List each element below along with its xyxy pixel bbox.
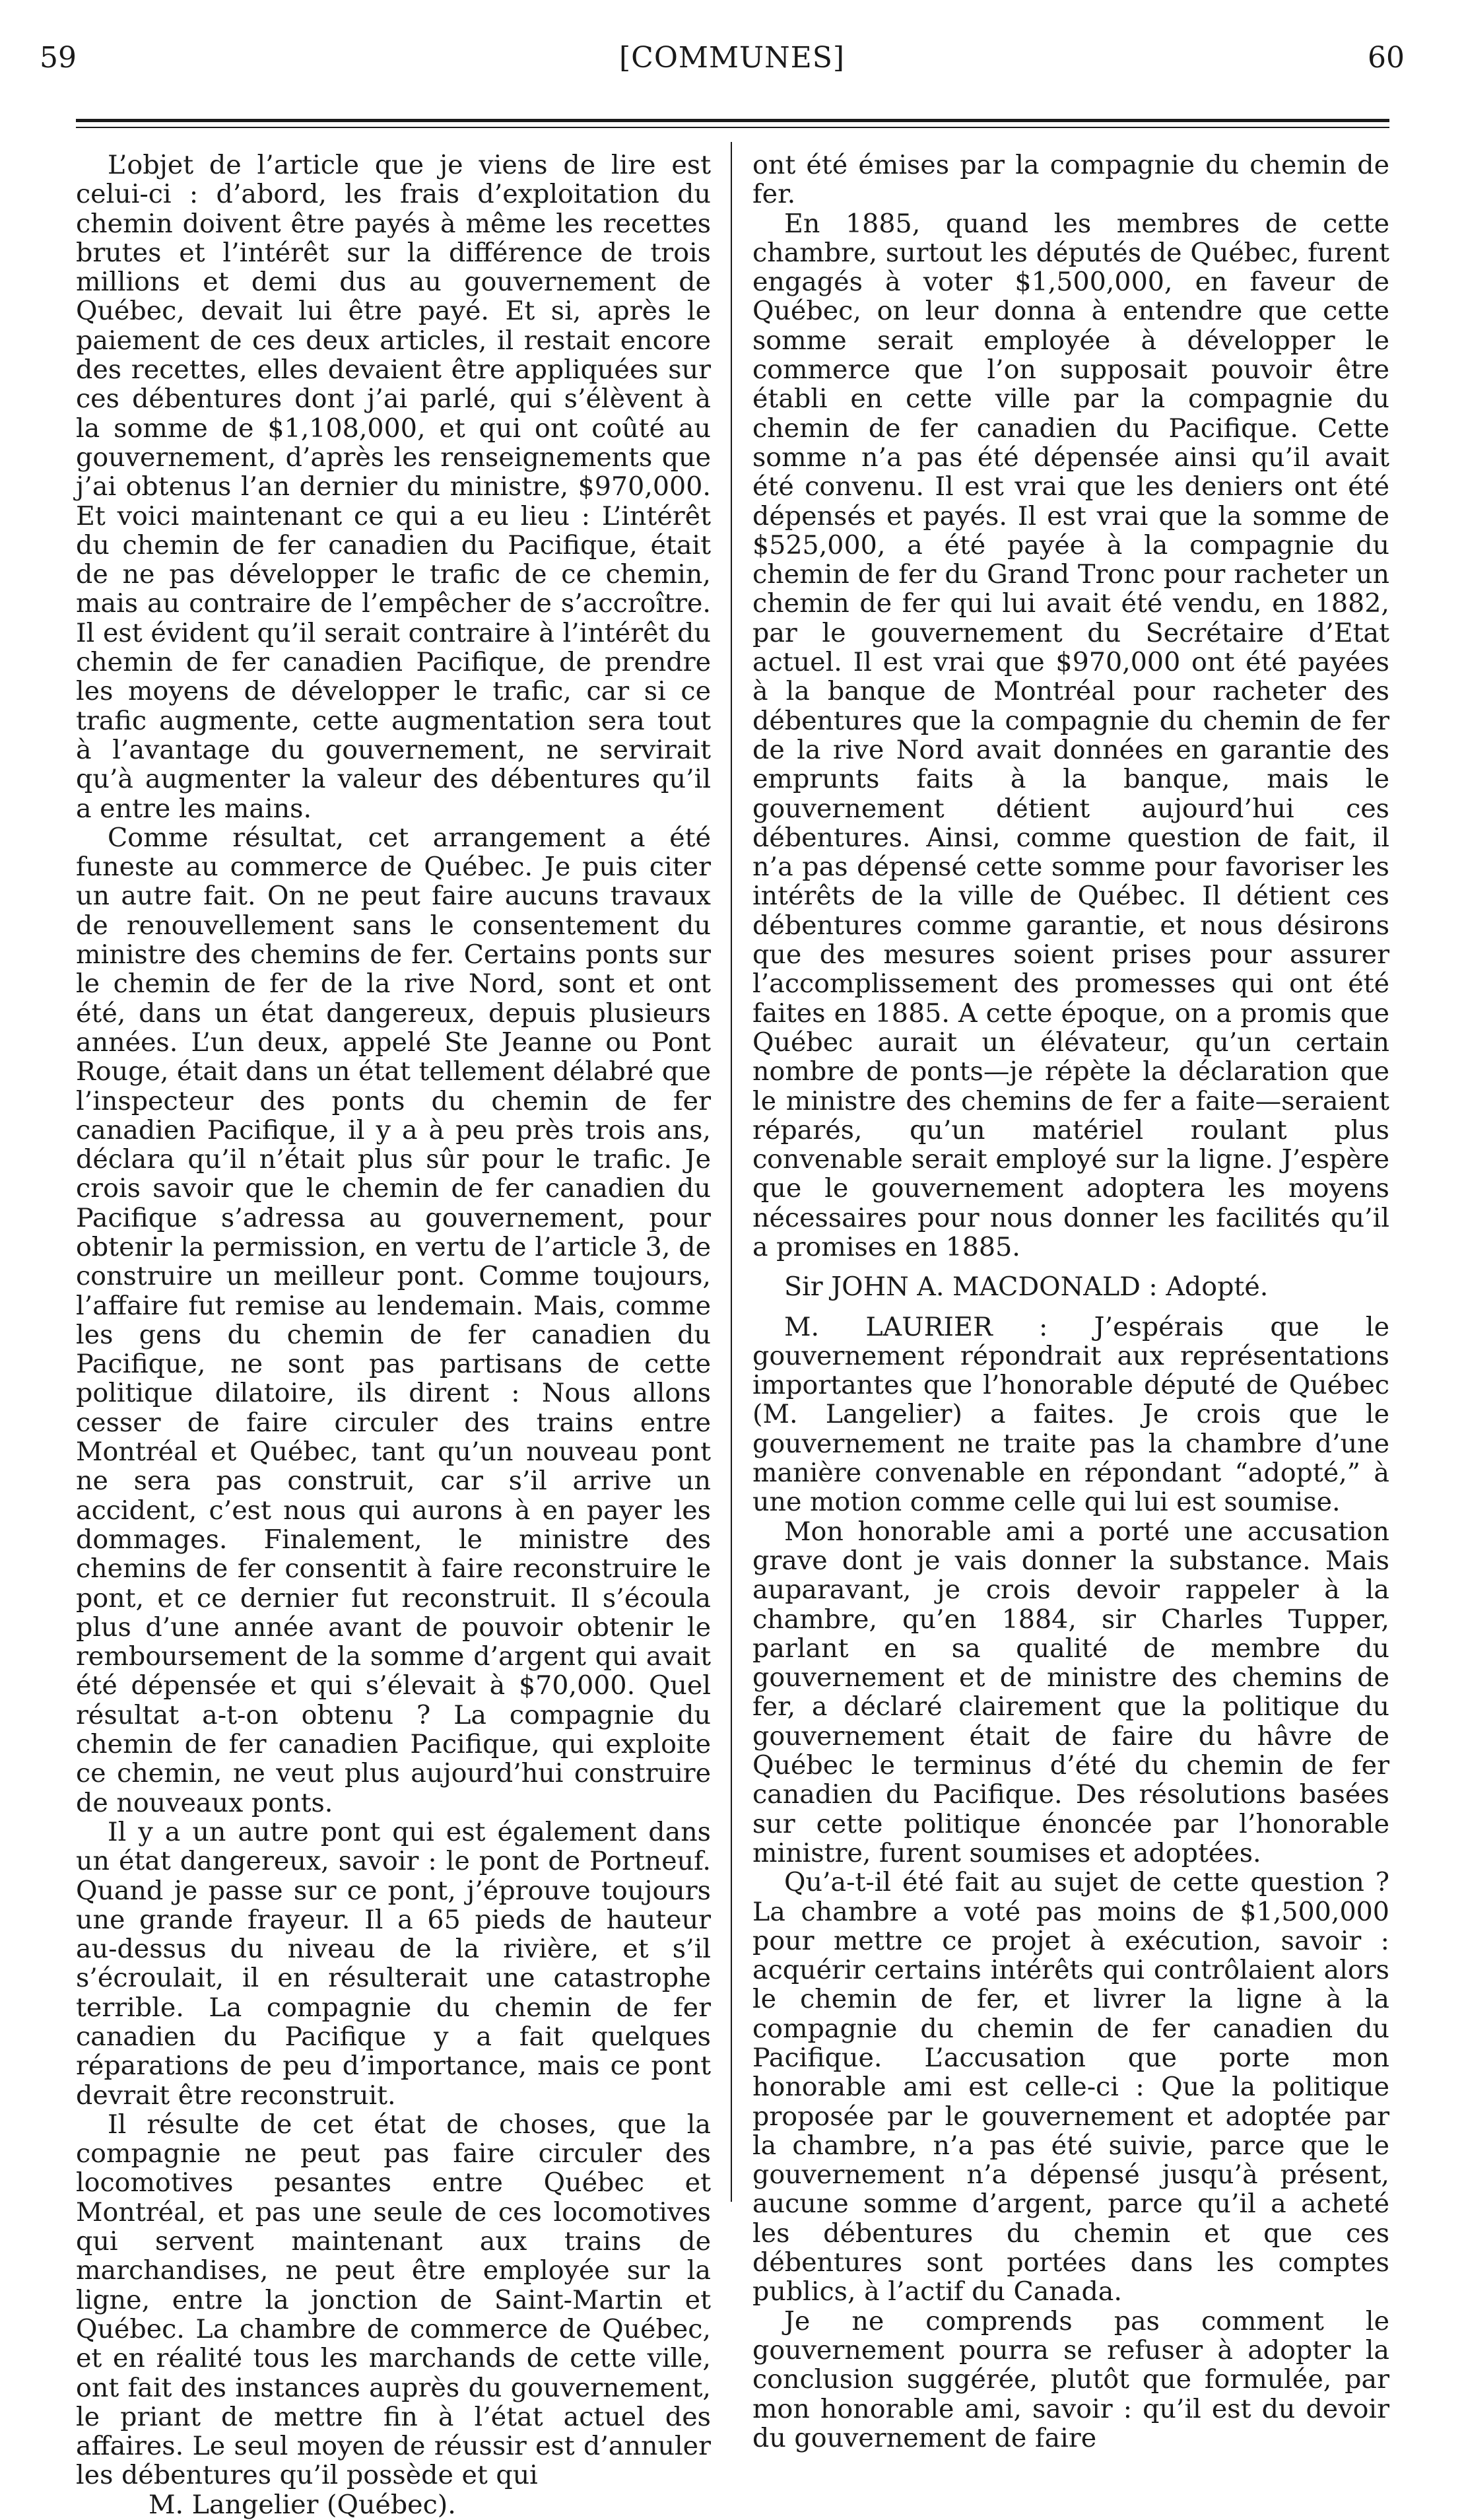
running-title: [COMMUNES] (618, 41, 846, 75)
column-divider (731, 142, 732, 2202)
left-column (76, 150, 711, 2520)
page-number-right: 60 (1368, 41, 1405, 75)
paragraph: Il résulte de cet état de choses, que la compagnie ne peut pas faire circuler des locomotives pesantes entre Québec et Montréal, et pas une seule de ces locomotives qui servent maintenant aux trains de marchandises, ne peut être employée sur la ligne, entre la jonction de Saint-Martin et Québec. La chambre de commerce de Québec, et en réalité tous les marchands de cette ville, ont fait des instances auprès du gouvernement, le priant de mettre fin à l’état actuel des affaires. Le seul moyen de réussir est d’annuler les débentures qu’il possède et qui (76, 2109, 711, 2491)
header-rule-thick (76, 119, 1389, 122)
paragraph: En 1885, quand les membres de cette chambre, surtout les députés de Québec, furent engagés à voter $1,500,000, en faveur de Québec, on leur donna à entendre que cette somme serait employée à développer le commerce que l’on supposait pouvoir être établi en cette ville par la compagnie du chemin de fer canadien du Pacifique. Cette somme n’a pas été dépensée ainsi qu’il avait été convenu. Il est vrai que les deniers ont été dépensés et payés. Il est vrai que la somme de $525,000, a été payée à la compagnie du chemin de fer du Grand Tronc pour racheter un chemin de fer qui lui avait été vendu, en 1882, par le gouvernement du Secrétaire d’Etat actuel. Il est vrai que $970,000 ont été payées à la banque de Montréal pour racheter des débentures que la compagnie du chemin de fer de la rive Nord avait données en garantie des emprunts faits à la banque, mais le gouvernement détient aujourd’hui ces débentures. Ainsi, comme question de fait, il n’a pas dépensé cette somme pour favoriser les intérêts de la ville de Québec. Il détient ces débentures comme garantie, et nous désirons que des mesures soient prises pour assurer l’accomplissement des promesses qui ont été faites en 1885. A cette époque, on a promis que Québec aurait un élévateur, qu’un certain nombre de ponts—je répète la déclaration que le ministre des chemins de fer a faite—seraient réparés, qu’un matériel roulant plus convenable serait employé sur la ligne. J’espère que le gouvernement adoptera les moyens nécessaires pour nous donner les facilités qu’il a promises en 1885. (752, 208, 1389, 1262)
speech-macdonald: Sir JOHN A. MACDONALD : Adopté. (784, 1272, 1269, 1303)
paragraph: ont été émises par la compagnie du chemin de fer. (752, 150, 1389, 210)
paragraph: Qu’a-t-il été fait au sujet de cette question ? La chambre a voté pas moins de $1,500,000 pour mettre ce projet à exécution, savoir : acquérir certains intérêts qui contrôlaient alors le chemin de fer, et livrer la ligne à la compagnie du chemin de fer canadien du Pacifique. L’accusation que porte mon honorable ami est celle-ci : Que la politique proposée par le gouvernement et adoptée par la chambre, n’a pas été suivie, parce que le gouvernement n’a dépensé jusqu’à présent, aucune somme d’argent, parce qu’il a acheté les débentures du chemin et que ces débentures sont portées dans les comptes publics, à l’actif du Canada. (752, 1867, 1389, 2307)
paragraph: Il y a un autre pont qui est également dans un état dangereux, savoir : le pont de Portneuf. Quand je passe sur ce pont, j’éprouve toujours une grande frayeur. Il a 65 pieds de hauteur au-dessus du niveau de la rivière, et s’il s’écroulait, il en résulterait une catastrophe terrible. La compagnie du chemin de fer canadien du Pacifique y a fait quelques réparations de peu d’importance, mais ce pont devrait être reconstruit. (76, 1816, 711, 2111)
paragraph: Comme résultat, cet arrangement a été funeste au commerce de Québec. Je puis citer un autre fait. On ne peut faire aucuns travaux de renouvellement sans le consentement du ministre des chemins de fer. Certains ponts sur le chemin de fer de la rive Nord, sont et ont été, dans un état dangereux, depuis plusieurs années. L’un deux, appelé Ste Jeanne ou Pont Rouge, était dans un état tellement délabré que l’inspecteur des ponts du chemin de fer canadien Pacifique, il y a à peu près trois ans, déclara qu’il n’était plus sûr pour le trafic. Je crois savoir que le chemin de fer canadien du Pacifique s’adressa au gouvernement, pour obtenir la permission, en vertu de l’article 3, de construire un meilleur pont. Comme toujours, l’affaire fut remise au lendemain. Mais, comme les gens du chemin de fer canadien du Pacifique, ne sont pas partisans de cette politique dilatoire, ils dirent : Nous allons cesser de faire circuler des trains entre Montréal et Québec, tant qu’un nouveau pont ne sera pas construit, car s’il arrive un accident, c’est nous qui aurons à en payer les dommages. Finalement, le ministre des chemins de fer consentit à faire reconstruire le pont, et ce dernier fut reconstruit. Il s’écoula plus d’une année avant de pouvoir obtenir le remboursement de la somme d’argent qui avait été dépensée et qui s’élevait à $70,000. Quel résultat a-t-on obtenu ? La compagnie du chemin de fer canadien Pacifique, qui exploite ce chemin, ne veut plus aujourd’hui construire de nouveaux ponts. (76, 822, 711, 1818)
page-number-left: 59 (40, 41, 77, 75)
paragraph: L’objet de l’article que je viens de lire est celui-ci : d’abord, les frais d’exploitation du chemin doivent être payés à même les recettes brutes et l’intérêt sur la différence de trois millions et demi dus au gouvernement de Québec, devait lui être payé. Et si, après le paiement de ces deux articles, il restait encore des recettes, elles devaient être appliquées sur ces débentures dont j’ai parlé, qui s’élèvent à la somme de $1,108,000, et qui ont coûté au gouvernement, d’après les renseignements que j’ai obtenus l’an dernier du ministre, $970,000. Et voici maintenant ce qui a eu lieu : L’intérêt du chemin de fer canadien du Pacifique, était de ne pas développer le trafic de ce chemin, mais au contraire de l’empêcher de s’accroître. Il est évident qu’il serait contraire à l’intérêt du chemin de fer canadien Pacifique, de prendre les moyens de développer le trafic, car si ce trafic augmente, cette augmentation sera tout à l’avantage du gouvernement, ne servirait qu’à augmenter la valeur des débentures qu’il a entre les mains. (76, 150, 711, 824)
speech-laurier: M. LAURIER : J’espérais que le gouvernement répondrait aux représentations importantes que l’honorable député de Québec (M. Langelier) a faites. Je crois que le gouvernement ne traite pas la chambre d’une manière convenable en répondant “adopté,” à une motion comme celle qui lui est soumise. (752, 1311, 1389, 1518)
paragraph: Mon honorable ami a porté une accusation grave dont je vais donner la substance. Mais auparavant, je crois devoir rappeler à la chambre, qu’en 1884, sir Charles Tupper, parlant en sa qualité de membre du gouvernement et de ministre des chemins de fer, a déclaré clairement que la politique du gouvernement était de faire du hâvre de Québec le terminus d’été du chemin de fer canadien du Pacifique. Des résolutions basées sur cette politique énoncée par l’honorable ministre, furent soumises et adoptées. (752, 1516, 1389, 1868)
header-rule-thin (76, 127, 1389, 128)
speaker-signature: M. Langelier (Québec). (149, 2489, 456, 2520)
paragraph: Je ne comprends pas comment le gouvernement pourra se refuser à adopter la conclusion suggérée, plutôt que formulée, par mon honorable ami, savoir : qu’il est du devoir du gouvernement de faire (752, 2305, 1389, 2453)
page-header (0, 41, 1464, 87)
right-column (752, 150, 1389, 2453)
